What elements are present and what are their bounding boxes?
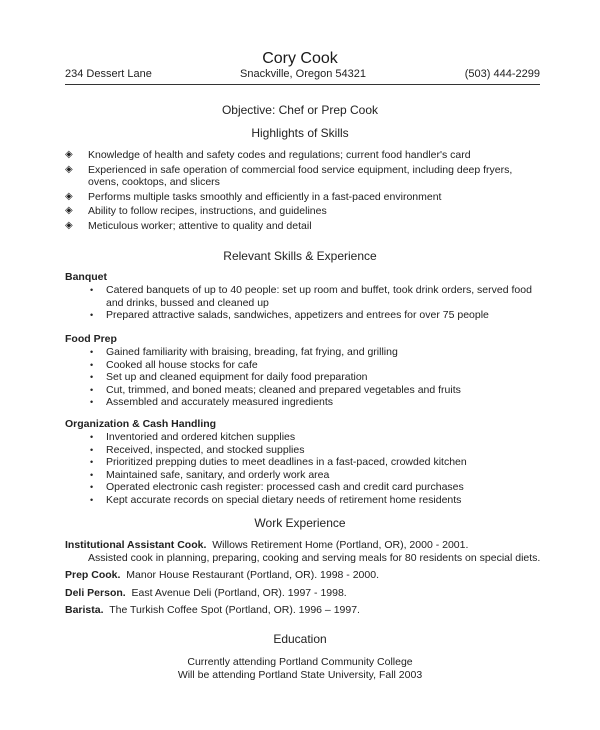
job-detail: Willows Retirement Home (Portland, OR), 2000 - 2001. <box>212 539 469 551</box>
city: Snackville, Oregon 54321 <box>240 68 366 80</box>
list-item: • Assembled and accurately measured ingredients <box>90 396 334 408</box>
list-item: • Maintained safe, sanitary, and orderly work area <box>90 468 330 481</box>
section-heading-food-prep: Food Prep <box>65 333 117 345</box>
bullet-icon: • <box>90 310 94 320</box>
highlights-list <box>65 149 535 234</box>
bullet-icon: • <box>90 494 94 505</box>
work-entry <box>65 569 545 582</box>
list-item: • Catered banquets of up to 40 people: set up room and buffet, took drink orders, served food and drinks, bussed and cleaned up <box>90 284 532 309</box>
list-item: • Operated electronic cash register: processed cash and credit card purchases <box>90 481 464 493</box>
bullet-icon: • <box>90 397 94 407</box>
list-item: ◈ Experienced in safe operation of commercial food service equipment, including deep fryers, ovens, cooktops, and slicers <box>65 163 513 188</box>
organization-list <box>88 431 538 506</box>
bullet-icon: • <box>90 469 94 480</box>
diamond-bullet-icon: ◈ <box>65 219 73 231</box>
diamond-bullet-icon: ◈ <box>65 149 73 160</box>
list-item: ◈ Knowledge of health and safety codes and regulations; current food handler's card <box>65 149 471 161</box>
list-item: • Prioritized prepping duties to meet deadlines in a fast-paced, crowded kitchen <box>90 456 467 468</box>
highlights-title: Highlights of Skills <box>251 126 349 140</box>
phone: (503) 444-2299 <box>464 68 540 80</box>
bullet-icon: • <box>90 457 94 467</box>
bullet-icon: • <box>90 384 94 395</box>
work-entry <box>65 539 545 564</box>
job-role: Barista. <box>65 604 104 616</box>
education-line: Currently attending Portland Community College <box>187 656 413 668</box>
list-item: ◈ Meticulous worker; attentive to quality and detail <box>65 219 312 232</box>
section-heading-organization: Organization & Cash Handling <box>65 418 217 430</box>
job-role: Prep Cook. <box>65 569 121 581</box>
bullet-icon: • <box>90 347 94 357</box>
diamond-bullet-icon: ◈ <box>65 205 73 216</box>
bullet-icon: • <box>90 372 94 382</box>
list-item: • Prepared attractive salads, sandwiches, appetizers and entrees for over 75 people <box>90 309 489 321</box>
section-heading-banquet: Banquet <box>65 271 107 283</box>
education-title: Education <box>273 632 327 646</box>
work-title: Work Experience <box>254 516 346 530</box>
contact-line <box>65 68 540 85</box>
job-role: Deli Person. <box>65 586 126 599</box>
list-item: • Set up and cleaned equipment for daily food preparation <box>90 371 368 383</box>
list-item: ◈ Performs multiple tasks smoothly and efficiently in a fast-paced environment <box>65 190 442 203</box>
bullet-icon: • <box>90 359 94 370</box>
list-item: • Cooked all house stocks for cafe <box>90 358 258 371</box>
banquet-list <box>88 284 538 322</box>
resume-name: Cory Cook <box>262 50 338 67</box>
work-entry <box>65 604 545 617</box>
list-item: • Kept accurate records on special dietary needs of retirement home residents <box>90 493 462 506</box>
job-detail: The Turkish Coffee Spot (Portland, OR). 1996 – 1997. <box>109 604 360 616</box>
relevant-title: Relevant Skills & Experience <box>223 249 377 263</box>
list-item: • Inventoried and ordered kitchen supplies <box>90 431 296 443</box>
bullet-icon: • <box>90 285 94 295</box>
job-description: Assisted cook in planning, preparing, cooking and serving meals for 80 residents on special diets. <box>88 551 541 564</box>
address: 234 Dessert Lane <box>65 68 152 80</box>
job-detail: East Avenue Deli (Portland, OR). 1997 - 1998. <box>131 586 347 599</box>
education-list <box>0 656 600 681</box>
list-item: • Gained familiarity with braising, breading, fat frying, and grilling <box>90 346 398 358</box>
objective: Objective: Chef or Prep Cook <box>221 103 379 117</box>
diamond-bullet-icon: ◈ <box>65 190 73 202</box>
list-item: ◈ Ability to follow recipes, instructions, and guidelines <box>65 205 327 217</box>
job-role: Institutional Assistant Cook. <box>65 539 207 551</box>
bullet-icon: • <box>90 444 94 455</box>
work-entry <box>65 587 545 600</box>
work-list <box>65 539 545 622</box>
diamond-bullet-icon: ◈ <box>65 163 73 175</box>
bullet-icon: • <box>90 432 94 442</box>
education-line: Will be attending Portland State University, Fall 2003 <box>177 668 423 681</box>
list-item: • Received, inspected, and stocked supplies <box>90 443 305 456</box>
food-prep-list <box>88 346 538 409</box>
bullet-icon: • <box>90 482 94 492</box>
job-detail: Manor House Restaurant (Portland, OR). 1998 - 2000. <box>126 569 379 581</box>
list-item: • Cut, trimmed, and boned meats; cleaned and prepared vegetables and fruits <box>90 383 461 396</box>
